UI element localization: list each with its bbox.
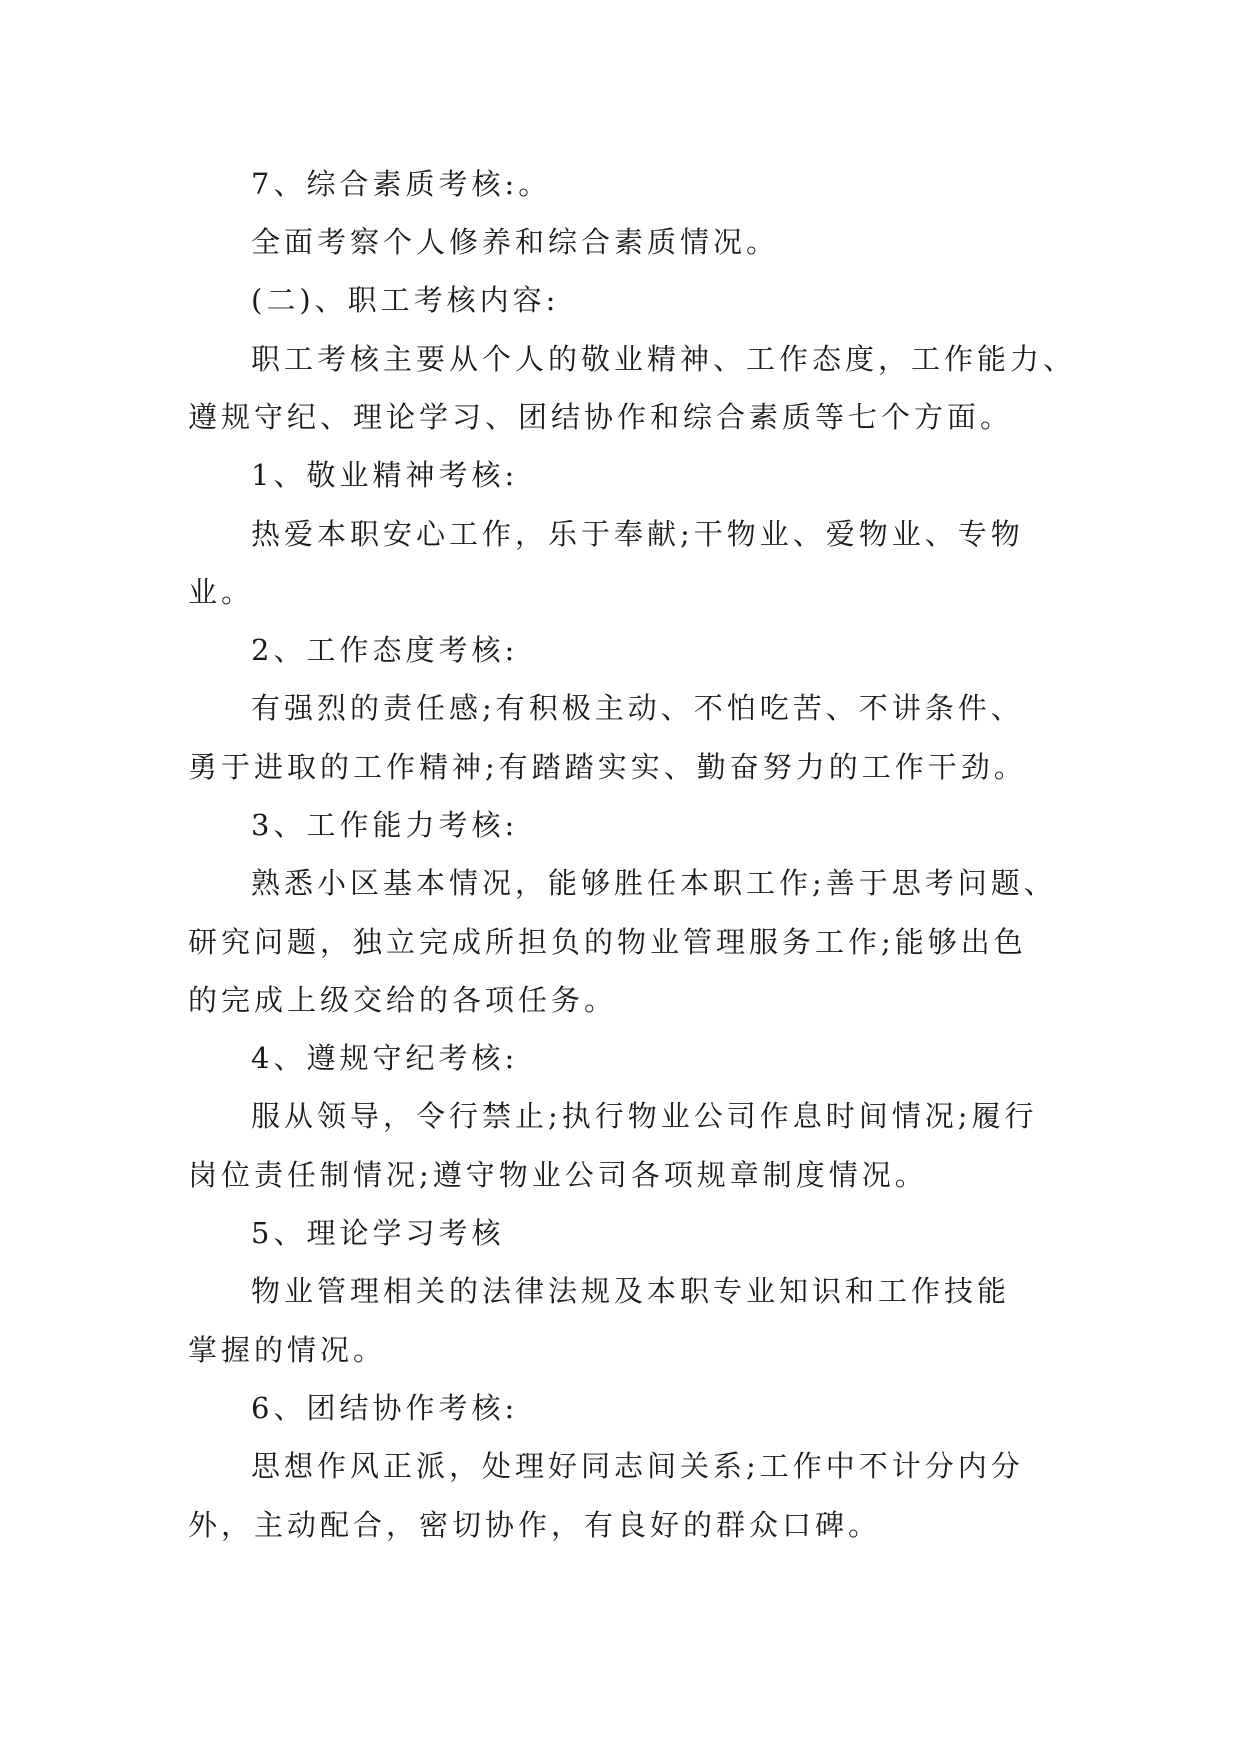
paragraph-line: 有强烈的责任感;有积极主动、不怕吃苦、不讲条件、	[251, 691, 1024, 725]
paragraph-line: 全面考察个人修养和综合素质情况。	[251, 225, 780, 259]
section-heading-staff-assessment: (二)、职工考核内容:	[251, 283, 560, 317]
heading-work-attitude: 2、工作态度考核:	[251, 633, 519, 667]
paragraph-line: 勇于进取的工作精神;有踏踏实实、勤奋努力的工作干劲。	[188, 750, 1027, 784]
paragraph-line: 岗位责任制情况;遵守物业公司各项规章制度情况。	[188, 1158, 928, 1192]
paragraph-line: 服从领导，令行禁止;执行物业公司作息时间情况;履行	[251, 1099, 1038, 1133]
paragraph-line: 研究问题，独立完成所担负的物业管理服务工作;能够出色	[188, 925, 1027, 959]
heading-discipline: 4、遵规守纪考核:	[251, 1041, 519, 1075]
heading-work-ability: 3、工作能力考核:	[251, 808, 519, 842]
paragraph-line: 的完成上级交给的各项任务。	[188, 983, 618, 1017]
paragraph-line: 熟悉小区基本情况，能够胜任本职工作;善于思考问题、	[251, 866, 1057, 900]
paragraph-line: 外，主动配合，密切协作，有良好的群众口碑。	[188, 1508, 882, 1542]
paragraph-line: 业。	[188, 575, 255, 609]
paragraph-line: 掌握的情况。	[188, 1333, 387, 1367]
heading-dedication: 1、敬业精神考核:	[251, 458, 519, 492]
paragraph-line: 物业管理相关的法律法规及本职专业知识和工作技能	[251, 1274, 1011, 1308]
heading-theory-study: 5、理论学习考核	[251, 1216, 505, 1250]
paragraph-line: 遵规守纪、理论学习、团结协作和综合素质等七个方面。	[188, 400, 1014, 434]
paragraph-line: 热爱本职安心工作，乐于奉献;干物业、爱物业、专物	[251, 517, 1024, 551]
heading-comprehensive-quality: 7、综合素质考核:。	[251, 167, 552, 201]
heading-teamwork: 6、团结协作考核:	[251, 1391, 519, 1425]
paragraph-line: 职工考核主要从个人的敬业精神、工作态度，工作能力、	[251, 342, 1077, 376]
paragraph-line: 思想作风正派，处理好同志间关系;工作中不计分内分	[251, 1449, 1024, 1483]
